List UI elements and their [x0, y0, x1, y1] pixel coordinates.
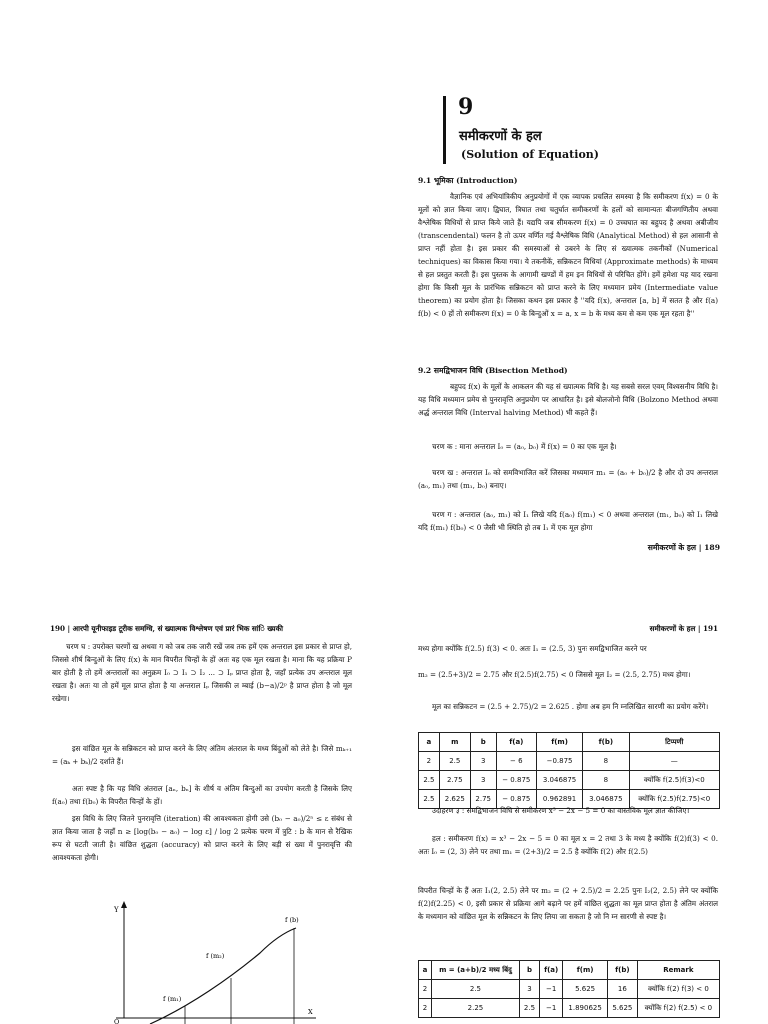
table-cell: 3	[470, 771, 496, 790]
table-cell: 2.625	[439, 790, 470, 809]
table-2-header-cell: b	[519, 961, 539, 980]
table-cell: − 0.875	[496, 790, 536, 809]
label-fm1: f (m₁)	[163, 995, 182, 1003]
table-1	[418, 732, 720, 809]
chapter-title-english: (Solution of Equation)	[461, 148, 599, 161]
table-cell: क्योंकि f(2.5)f(3)<0	[629, 771, 719, 790]
table-cell: क्योंकि f(2) f(3) < 0	[637, 980, 719, 999]
table-1-header-cell: b	[470, 733, 496, 752]
label-fm2: f (m₂)	[206, 952, 225, 960]
table-cell: 2.75	[439, 771, 470, 790]
section-9-2-heading: 9.2 समद्विभाजन विधि (Bisection Method)	[418, 366, 568, 375]
table-1-header-cell: a	[419, 733, 440, 752]
table-cell: 2.5	[439, 752, 470, 771]
step-d: चरण घ : उपरोक्त चरणों ख अथवा ग को जब तक जारी रखें जब तक हमें एक अन्तराल इस प्रकार से प्राप्त हो, जिससे शीर्ष बिन्दुओं के लिए f(x) के मान विपरीत चिन्हों के हों अतः वह एक मूल रखता है। माना कि यह प्रक्रिया P बार होती है तो हमें अन्तरालों का अनुक्रम I₀ ⊃ I₁ ⊃ I₂ ... ⊃ Iₚ प्राप्त होता है, जहाँ प्रत्येक उप अन्तराल मूल रखता है। अतः या तो हमें मूल प्राप्त होता है या अन्तराल Iₚ जिसकी ल म्बाई (b−a)/2ᵖ है प्राप्त होता है जो मूल रखेगा।	[52, 642, 352, 703]
iterations-paragraph: इस विधि के लिए जितने पुनरावृत्ति (iteration) की आवश्यकता होगी उसे (b₀ − a₀)/2ⁿ ≤ ε संबंध से ज्ञात किया जाता है जहाँ n ≥ [log(b₀ − a₀) − log ε] / log 2 प्रत्येक चरण में त्रुटि : b के मान से रैखिक रूप से घटती जाती है। वांछित शुद्धता (accuracy) को प्राप्त करने के लिए बड़ी सं ख्या में पुनरावृत्ति की आवश्यकता होगी।	[52, 814, 352, 862]
example-statement: उदाहरण ३ : समद्विभाजन विधि से समीकरण x³ − 2x − 5 = 0 का वास्तविक मूल ज्ञात कीजिए।	[432, 806, 690, 815]
table-cell: −1	[539, 980, 562, 999]
table-cell: − 0.875	[496, 771, 536, 790]
bisection-paragraph: बहुपद f(x) के मूलों के आकलन की यह सं ख्यात्मक विधि है। यह सबसे सरल एवम् विश्वसनीय विधि है। यह विधि मध्यमान प्रमेय से पुनरावृत्ति अनुप्रयोग पर आधारित है। इसे बोलजोनो विधि (Bolzono Method अथवा अर्द्ध अन्तराल विधि (Interval halving Method) भी कहते हैं।	[418, 382, 718, 417]
table-1-header-cell: f(m)	[536, 733, 582, 752]
table-1-header-cell: f(b)	[583, 733, 629, 752]
table-cell: 8	[583, 752, 629, 771]
table-2	[418, 960, 720, 1018]
table-1-header-cell: f(a)	[496, 733, 536, 752]
table-row	[419, 752, 720, 771]
table-cell: क्योंकि f(2.5)f(2.75)<0	[629, 790, 719, 809]
chapter-title-hindi: समीकरणों के हल	[459, 129, 542, 144]
table-cell: 2.5	[419, 771, 440, 790]
section-9-1-heading: 9.1 भूमिका (Introduction)	[418, 176, 518, 185]
origin-label: O	[114, 1018, 120, 1024]
table-cell: 0.962891	[536, 790, 582, 809]
table-cell: 2	[419, 980, 432, 999]
table-1-header-row	[419, 733, 720, 752]
y-axis-label: Y	[114, 906, 119, 914]
result-line-1: मध्य होगा क्योंकि f(2.5) f(3) < 0. अतः I₁ = (2.5, 3) पुनः समद्विभाजित करने पर	[418, 644, 647, 653]
table-2-header-cell: m = (a+b)/2 मध्य बिंदु	[431, 961, 519, 980]
table-2-header-cell: f(b)	[607, 961, 637, 980]
function-curve	[150, 928, 296, 1024]
solution-part-2: विपरीत चिन्हों के हैं अतः I₁(2, 2.5) लेने पर m₂ = (2 + 2.5)/2 = 2.25 पुनः I₂(2, 2.5) लेने पर क्योंकि f(2)f(2.25) < 0, इसी प्रकार से प्रक्रिया आगे बढ़ाने पर हमें वांछित शुद्धता का मूल प्राप्त होता है अंतिम अंतराल के मध्यमान को वांछित मूल के सन्निकटन के लिए लिया जा सकता है जो नि म्न सारणी से स्पष्ट है।	[418, 886, 718, 921]
table-cell: 3	[470, 752, 496, 771]
table-cell: −1	[539, 999, 562, 1018]
table-row	[419, 771, 720, 790]
table-cell: 16	[607, 980, 637, 999]
step-b: चरण ख : अन्तराल I₀ को समविभाजित करें जिसका मध्यमान m₁ = (a₀ + b₀)/2 है और दो उप अन्तराल (a₀, m₁) तथा (m₁, b₀) बनाए।	[418, 468, 718, 490]
table-cell: 2.5	[419, 790, 440, 809]
result-line-2: m₂ = (2.5+3)/2 = 2.75 और f(2.5)f(2.75) < 0 जिससे मूल I₂ = (2.5, 2.75) मध्य होगा।	[418, 670, 691, 679]
approximation-line: मूल का सन्निकटन = (2.5 + 2.75)/2 = 2.625 . होगा अब हम नि म्नलिखित सारणी का प्रयोग करेंगे।	[432, 702, 709, 711]
table-cell: —	[629, 752, 719, 771]
x-axis-label: X	[308, 1008, 313, 1016]
table-cell: 3	[519, 980, 539, 999]
table-cell: 3.046875	[583, 790, 629, 809]
table-2-header-cell: f(m)	[563, 961, 608, 980]
table-cell: 5.625	[607, 999, 637, 1018]
table-cell: 3.046875	[536, 771, 582, 790]
bisection-graph	[110, 898, 320, 1024]
table-2-header-cell: f(a)	[539, 961, 562, 980]
table-cell: 5.625	[563, 980, 608, 999]
table-1-header-cell: टिप्पणी	[629, 733, 719, 752]
chapter-number: 9	[458, 94, 474, 120]
step-a: चरण क : माना अन्तराल I₀ = (a₀, b₀) में f(x) = 0 का एक मूल है।	[432, 442, 617, 451]
step-c: चरण ग : अन्तराल (a₀, m₁) को I₁ लिखे यदि f(a₀) f(m₁) < 0 अथवा अन्तराल (m₁, b₀) को I₁ लिखे यदि f(m₁) f(b₀) < 0 जैसी भी स्थिति हो तब I₁ में एक मूल होगा	[418, 510, 718, 532]
table-2-header-cell: Remark	[637, 961, 719, 980]
table-cell: 2	[419, 752, 440, 771]
table-cell: 2	[419, 999, 432, 1018]
table-cell: −0.875	[536, 752, 582, 771]
chapter-rule	[443, 96, 446, 164]
table-2-header-row	[419, 961, 720, 980]
page-191-header: समीकरणों के हल | 191	[649, 624, 718, 633]
page-189-footer: समीकरणों के हल | 189	[647, 543, 720, 552]
table-row	[419, 980, 720, 999]
table-cell: − 6	[496, 752, 536, 771]
solution-part-1: हल : समीकरण f(x) = x³ − 2x − 5 = 0 का मूल x = 2 तथा 3 के मध्य है क्योंकि f(2)f(3) < 0. अतः I₀ = (2, 3) लेने पर तथा m₁ = (2+3)/2 = 2.5 है क्योंकि f(2) और f(2.5)	[418, 834, 718, 856]
table-cell: 2.5	[431, 980, 519, 999]
table-cell: 8	[583, 771, 629, 790]
endpoints-paragraph: अतः स्पष्ट है कि यह विधि अंतराल [aₙ, bₙ] के शीर्ष व अंतिम बिन्दुओं का उपयोग करती है जिसके लिए f(a₀) तथा f(b₀) के विपरीत चिन्हों के हों।	[52, 784, 352, 806]
table-cell: 2.25	[431, 999, 519, 1018]
table-cell: क्योंकि f(2) f(2.5) < 0	[637, 999, 719, 1018]
intro-paragraph: वैज्ञानिक एवं अभियांत्रिकीय अनुप्रयोगों में एक व्यापक प्रचलित समस्या है कि समीकरण f(x) = 0 के मूलों को ज्ञात किया जाए। द्विघात, त्रिघात तथा चतुर्घात समीकरणों के हलों को सामान्यतः बीजगणितीय अथवा वैश्लेषिक विधियों से प्राप्त किये जाते हैं। यद्यपि जब सीमकरण f(x) = 0 उच्चघात का बहुपद है अथवा अबीजीय (transcendental) फलन है तो ऊपर वर्णित गई वैश्लेषिक विधि (Analytical Method) से हल आसानी से प्राप्त नहीं होता है। इस प्रकार की समस्याओं से उबरने के लिए सं ख्यात्मक तकनीकों (Numerical techniques) का विकास किया गया। ये तकनीकें, सन्निकटन विधियां (Approximate methods) के माध्यम से हल प्रस्तुत करती हैं। इस पुस्तक के आगामी खण्डों में हम इन विधियों से परिचित होंगे। हमें हमेशा यह याद रखना होगा कि किसी मूल के प्रारंभिक सन्निकटन को प्राप्त करने के लिए मध्यमान प्रमेय (Intermediate value theorem) का प्रयोग होता है। जिसका कथन इस प्रकार है ''यदि f(x), अन्तराल [a, b] में सतत है और f(a) f(b) < 0 हों तो समीकरण f(x) = 0 के बिन्दुओं x = a, x = b के मध्य कम से कम एक मूल रहता है''	[418, 192, 718, 318]
midpoint-paragraph: इस वांछित मूल के सन्निकटन को प्राप्त करने के लिए अंतिम अंतराल के मध्य बिंदुओं को लेते है। जिसे mₖ₊₁ = (aₖ + bₖ)/2 दर्शाते हैं।	[52, 744, 352, 766]
table-1-header-cell: m	[439, 733, 470, 752]
table-cell: 1.890625	[563, 999, 608, 1018]
y-axis-arrow	[121, 901, 127, 908]
table-cell: 2.5	[519, 999, 539, 1018]
page-190-header: 190 | आरपी यूनीफाइड टूरीक समग्धि, सं ख्यात्मक विश्लेषण एवं प्रारं भिक सांि ख्यकी	[50, 624, 283, 633]
table-cell: 2.75	[470, 790, 496, 809]
table-row	[419, 999, 720, 1018]
table-2-header-cell: a	[419, 961, 432, 980]
label-fb: f (b)	[285, 916, 299, 924]
